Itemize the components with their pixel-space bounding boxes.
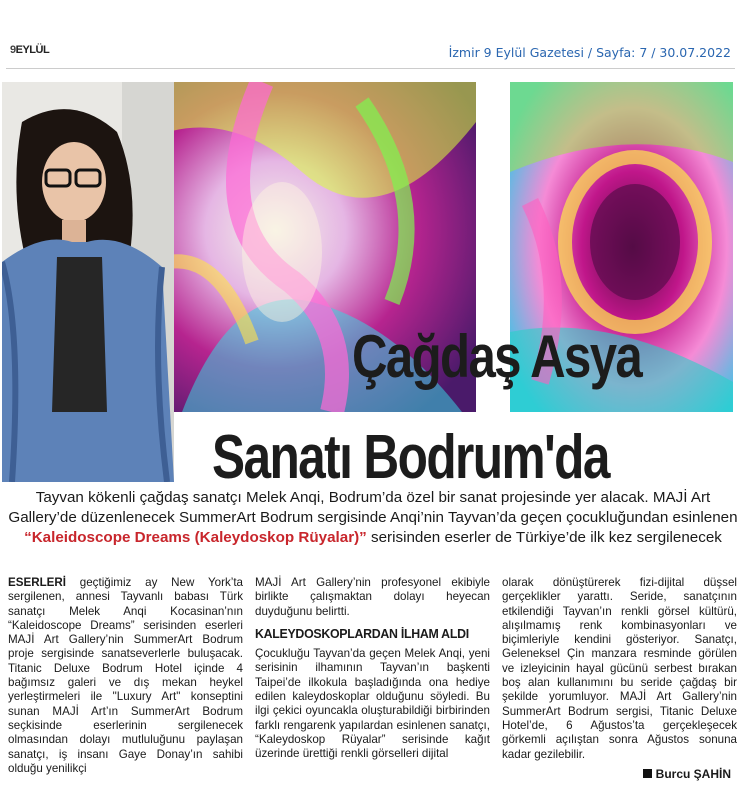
- lead-line-2: Gallery’de düzenlenecek SummerArt Bodrum sergisinde Anqi’nin Tayvan’da geçen çocukluğundan esinlenen: [8, 509, 738, 526]
- article-column-3: [502, 576, 737, 762]
- newspaper-logo: [10, 44, 49, 56]
- page-meta: İzmir 9 Eylül Gazetesi / Sayfa: 7 / 30.07.2022: [448, 45, 731, 60]
- lead-line-1: Tayvan kökenli çağdaş sanatçı Melek Anqi, Bodrum’da özel bir sanat projesinde yer alacak. MAJİ Art: [35, 489, 711, 506]
- header-divider: [6, 68, 735, 69]
- byline-square-icon: [643, 769, 652, 778]
- lead-line-3: [8, 528, 738, 548]
- column-2-text-a: MAJİ Art Gallery’nin profesyonel ekibiyle birlikte çalışmaktan dolayı heyecan duyduğunu belirtti.: [255, 576, 490, 618]
- headline-line-2: Sanatı Bodrum'da: [212, 423, 609, 492]
- column-1-body: geçtiğimiz ay New York’ta sergilenen, annesi Tayvanlı babası Türk sanatçı Melek Anqi Kocasinan’nın “Kaleidoscope Dreams” serisinden eserleri MAJİ Art Gallery’nin SummerArt Bodrum proje sergisinde sanatseverlerle buluşacak. Titanic Deluxe Bodrum Hotel içinde 4 bağımsız galeri ve dış mekan heykel yerleştirmeleri ile "Luxury Art" konseptini sunan MAJİ Art’ın SummerArt Bodrum seçkisinde eserlerinin sergilenecek olmasından dolayı mutluluğunu paylaşan sanatçı, iş insanı Gaye Donay’ın sahibi olduğu yenilikçi: [8, 576, 243, 775]
- column-3-text: olarak dönüştürerek fizi-dijital düşsel gerçeklikler yarattı. Seride, sanatçının etkilendiği Tayvan’ın renkli görsel kültürü, alışılmamış renk kombinasyonları ve biçimleriyle kendini gösteriyor. Sanatçı, Geleneksel Çin manzara resminde görülen ve izleyicinin hayal gücünü serbest bırakan boş alan kullanımını bu seride çağdaş bir şekilde yorumluyor. MAJİ Art Gallery’nin SummerArt Bodrum sergisi, Titanic Deluxe Hotel’de, 6 Ağustos’ta gerçekleşecek görkemli açılıştan sonra Ağustos sonuna kadar gezilebilir.: [502, 576, 737, 761]
- article-column-2: [255, 576, 490, 762]
- column-2-text-b: Çocukluğu Tayvan’da geçen Melek Anqi, yeni serisinin ilhamının Tayvan’ın başkenti Taipei’de ilkokula başladığında ona hediye edilen kaleydoskoplar olduğunu söyledi. Bu ilgi çekici oyuncakla oluşturabildiği birbirinden farklı rengarenk yapılardan esinlenen sanatçı, “Kaleydoskop Rüyalar” serisinde kağıt üzerinde ürettiği renkli görselleri dijital: [255, 647, 490, 761]
- article-subhead: KALEYDOSKOPLARDAN İLHAM ALDI: [255, 625, 469, 641]
- column-1-text: [8, 576, 243, 776]
- article-column-1: [8, 576, 243, 776]
- author-byline: [643, 767, 731, 781]
- logo-prefix: 9: [10, 44, 16, 56]
- lead-line-3-rest: serisinden eserler de Türkiye’de ilk kez sergilenecek: [366, 529, 722, 546]
- byline-name: Burcu ŞAHİN: [655, 767, 731, 781]
- lead-series-title: “Kaleidoscope Dreams (Kaleydoskop Rüyalar)”: [24, 529, 367, 546]
- artist-photo: [2, 82, 174, 482]
- column-1-lead-word: ESERLERİ: [8, 576, 66, 589]
- logo-text: EYLÜL: [15, 44, 50, 56]
- headline-line-1: Çağdaş Asya: [352, 323, 642, 390]
